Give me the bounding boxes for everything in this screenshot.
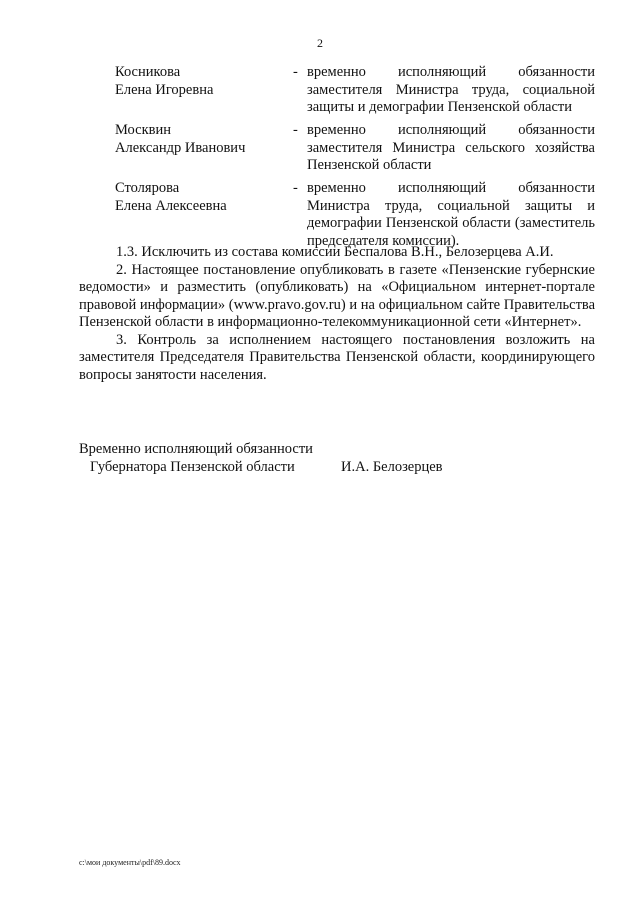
- member-given-names: Елена Алексеевна: [115, 197, 227, 214]
- page-number: 2: [317, 36, 323, 50]
- signature-title: Губернатора Пензенской области: [90, 458, 295, 475]
- commission-members-list: [115, 64, 595, 256]
- member-dash: -: [293, 180, 298, 196]
- paragraph-3: 3. Контроль за исполнением настоящего постановления возложить на заместителя Председателя Правительства Пензенской области, координирующего вопросы занятости населения.: [79, 331, 595, 383]
- paragraph-1-3: 1.3. Исключить из состава комиссии Беспалова В.Н., Белозерцева А.И.: [116, 244, 554, 260]
- member-name: [115, 180, 285, 215]
- member-entry: [115, 180, 595, 250]
- member-given-names: Елена Игоревна: [115, 81, 214, 98]
- signature-block: [79, 441, 595, 477]
- member-name: [115, 122, 285, 157]
- member-surname: Москвин: [115, 122, 171, 138]
- member-dash: -: [293, 64, 298, 80]
- signatory-name: И.А. Белозерцев: [341, 458, 443, 475]
- member-duty: временно исполняющий обязанности Министра труда, социальной защиты и демографии Пензенской области (заместитель председателя комиссии).: [307, 180, 595, 249]
- member-entry: [115, 122, 595, 174]
- file-path-footer: c:\мои документы\pdf\89.docx: [79, 858, 181, 867]
- member-duty: временно исполняющий обязанности заместителя Министра труда, социальной защиты и демографии Пензенской области: [307, 64, 595, 115]
- member-surname: Столярова: [115, 180, 180, 196]
- member-name: [115, 64, 285, 99]
- member-duty: временно исполняющий обязанности заместителя Министра сельского хозяйства Пензенской области: [307, 122, 595, 173]
- signature-position-line: Временно исполняющий обязанности: [79, 441, 313, 457]
- member-given-names: Александр Иванович: [115, 139, 246, 156]
- member-dash: -: [293, 122, 298, 138]
- member-surname: Косникова: [115, 64, 181, 80]
- paragraph-2: 2. Настоящее постановление опубликовать в газете «Пензенские губернские ведомости» и разместить (опубликовать) на «Официальном интернет-портале правовой информации» (www.pravo.gov.ru) и на официальном сайте Правительства Пензенской области в информационно-телекоммуникационной сети «Интернет».: [79, 261, 595, 330]
- resolution-body: [79, 244, 595, 384]
- member-entry: [115, 64, 595, 116]
- signature-second-line: [79, 459, 595, 477]
